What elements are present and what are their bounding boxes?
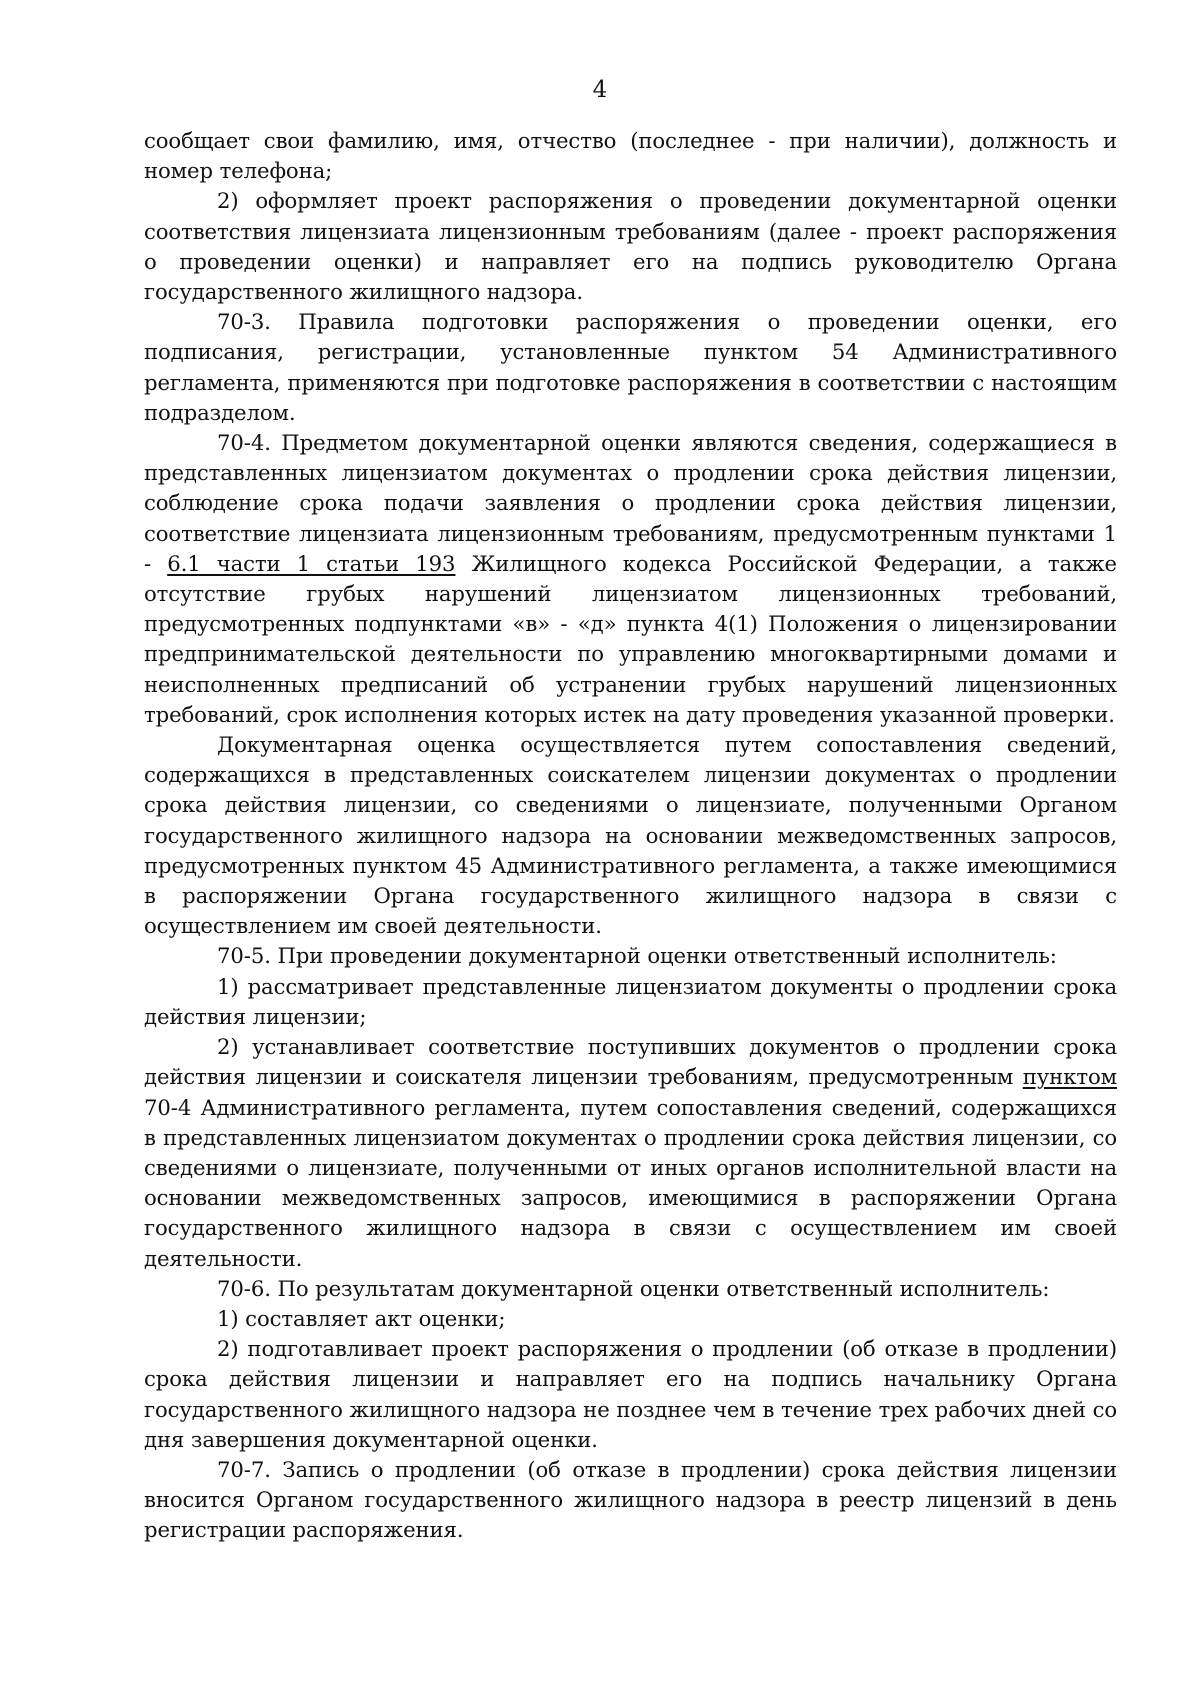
paragraph-70-6-item-2: 2) подготавливает проект распоряжения о продлении (об отказе в продлении) срока действия лицензии и направляет его на подпись начальнику Органа государственного жилищного надзора не позднее чем в течение трех рабочих дней со дня завершения документарной оценки. — [144, 1336, 1117, 1452]
paragraph-70-7: 70-7. Запись о продлении (об отказе в продлении) срока действия лицензии вносится Органом государственного жилищного надзора в реестр лицензий в день регистрации распоряжения. — [144, 1456, 1117, 1543]
paragraph-70-3: 70-3. Правила подготовки распоряжения о проведении оценки, его подписания, регистрации, установленные пунктом 54 Административного регламента, применяются при подготовке распоряжения в соответствии с настоящим подразделом. — [144, 309, 1117, 425]
paragraph-70-5-item-2-text-start: 2) устанавливает соответствие поступивших документов о продлении срока действия лицензии и соискателя лицензии требованиям, предусмотренным — [144, 1034, 1117, 1090]
paragraph-70-5: 70-5. При проведении документарной оценки ответственный исполнитель: — [217, 943, 1057, 969]
paragraph-70-5-item-2 — [144, 1032, 1117, 1274]
page-number: 4 — [592, 77, 608, 103]
paragraph-continuation: сообщает свои фамилию, имя, отчество (последнее - при наличии), должность и номер телефона; — [144, 128, 1117, 184]
housing-code-article-link[interactable]: 6.1 части 1 статьи 193 — [167, 550, 456, 576]
paragraph-70-6-item-1: 1) составляет акт оценки; — [217, 1305, 506, 1331]
paragraph-documentary-assessment: Документарная оценка осуществляется путем сопоставления сведений, содержащихся в представленных соискателем лицензии документах о продлении срока действия лицензии, со сведениями о лицензиате, полученными Органом государственного жилищного надзора на основании межведомственных запросов, предусмотренных пунктом 45 Административного регламента, а также имеющимися в распоряжении Органа государственного жилищного надзора в связи с осуществлением им своей деятельности. — [144, 732, 1117, 939]
paragraph-70-4-text-end: Жилищного кодекса Российской Федерации, а также отсутствие грубых нарушений лицензиатом лицензионных требований, предусмотренных подпунктами «в» - «д» пункта 4(1) Положения о лицензировании предпринимательской деятельности по управлению многоквартирными домами и неисполненных предписаний об устранении грубых нарушений лицензионных требований, срок исполнения которых истек на дату проведения указанной проверки. — [144, 550, 1117, 727]
paragraph-70-6: 70-6. По результатам документарной оценки ответственный исполнитель: — [217, 1275, 1050, 1301]
paragraph-70-5-item-1: 1) рассматривает представленные лицензиатом документы о продлении срока действия лицензии; — [144, 973, 1117, 1029]
paragraph-70-4-text-start: 70-4. Предметом документарной оценки являются сведения, содержащиеся в представленных лицензиатом документах о продлении срока действия лицензии, соблюдение срока подачи заявления о продлении срока действия лицензии, соответствие лицензиата лицензионным требованиям, предусмотренным пунктами 1 - — [144, 430, 1117, 576]
paragraph-70-5-item-2-text-end: 70-4 Административного регламента, путем сопоставления сведений, содержащихся в представленных лицензиатом документах о продлении срока действия лицензии, со сведениями о лицензиате, полученными от иных органов исполнительной власти на основании межведомственных запросов, имеющимися в распоряжении Органа государственного жилищного надзора в связи с осуществлением им своей деятельности. — [144, 1094, 1117, 1271]
document-body — [144, 126, 1117, 1546]
paragraph-70-4 — [144, 428, 1117, 730]
paragraph-item-2-draft-order: 2) оформляет проект распоряжения о проведении документарной оценки соответствия лицензиата лицензионным требованиям (далее - проект распоряжения о проведении оценки) и направляет его на подпись руководителю Органа государственного жилищного надзора. — [144, 188, 1117, 305]
clause-link[interactable]: пунктом — [1022, 1064, 1117, 1090]
